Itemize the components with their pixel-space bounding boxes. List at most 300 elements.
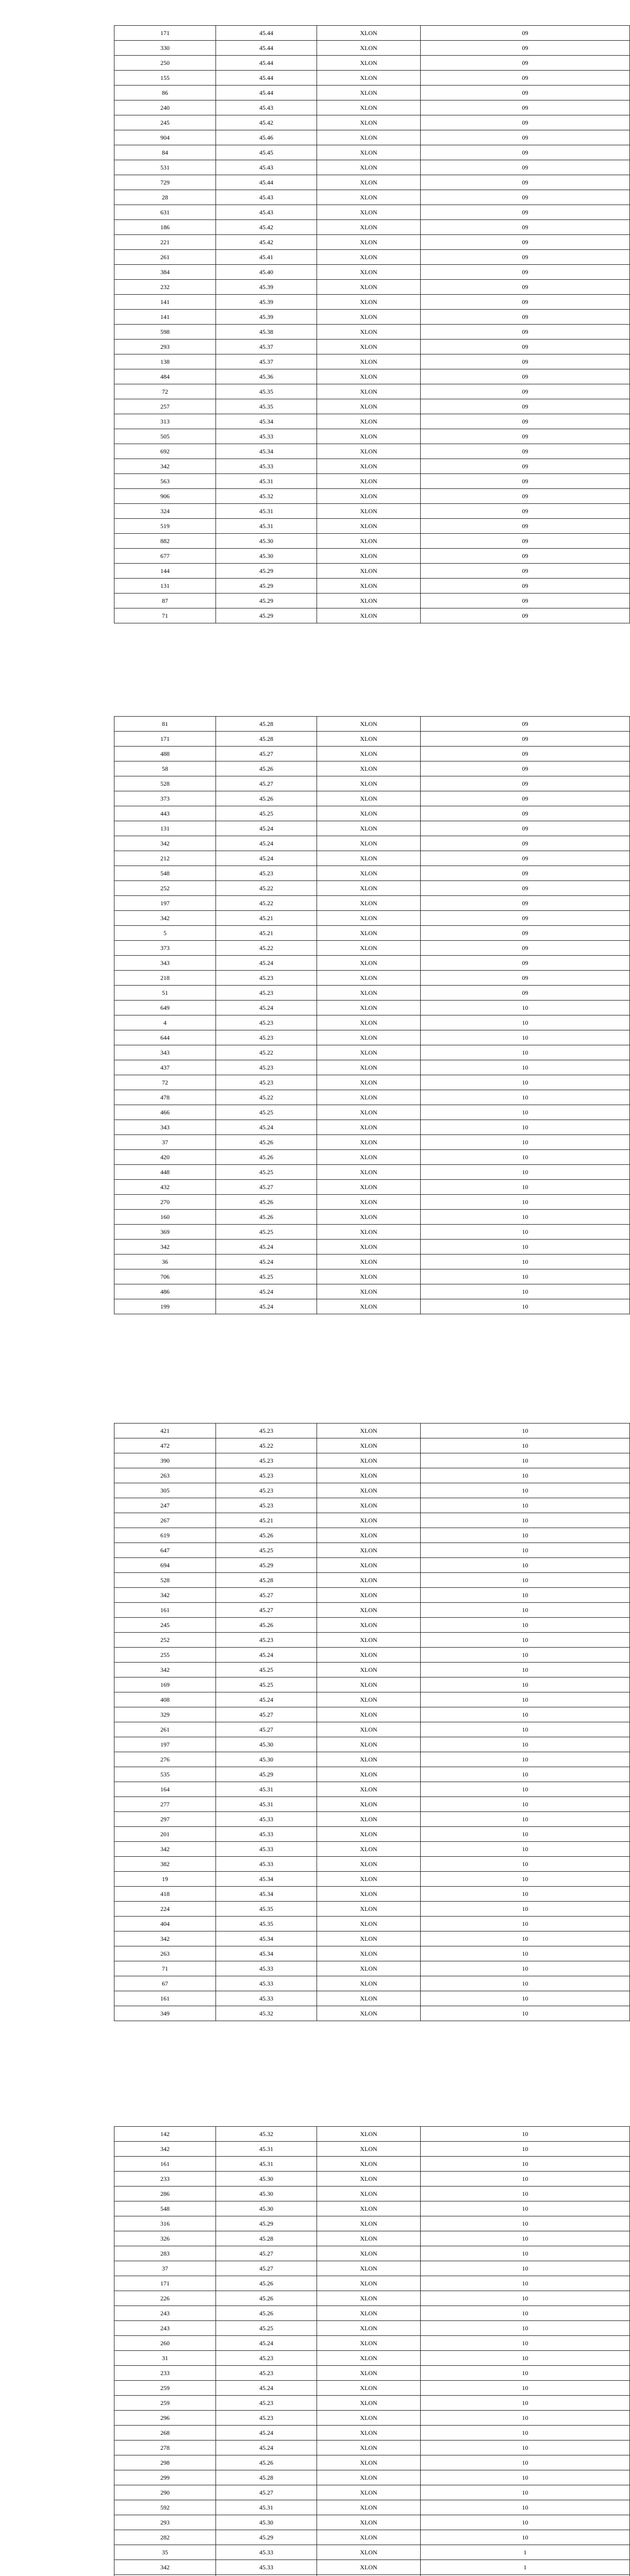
- volume-cell: 598: [114, 325, 216, 340]
- table-row: [114, 1269, 630, 1284]
- time-cell: 10: [421, 1210, 630, 1225]
- price-cell: 45.34: [216, 444, 317, 459]
- price-cell: 45.28: [216, 2231, 317, 2246]
- volume-cell: 418: [114, 1887, 216, 1902]
- volume-cell: 390: [114, 1453, 216, 1468]
- venue-cell: XLON: [317, 1618, 421, 1633]
- venue-cell: XLON: [317, 1917, 421, 1931]
- table-row: [114, 160, 630, 175]
- volume-cell: 342: [114, 1931, 216, 1946]
- time-cell: 09: [421, 519, 630, 534]
- volume-cell: 19: [114, 1872, 216, 1887]
- price-cell: 45.30: [216, 1752, 317, 1767]
- time-cell: 10: [421, 1255, 630, 1269]
- time-cell: 10: [421, 1015, 630, 1030]
- venue-cell: XLON: [317, 26, 421, 41]
- volume-cell: 87: [114, 594, 216, 608]
- volume-cell: 259: [114, 2381, 216, 2396]
- price-cell: 45.30: [216, 2172, 317, 2187]
- volume-cell: 404: [114, 1917, 216, 1931]
- volume-cell: 316: [114, 2216, 216, 2231]
- time-cell: 09: [421, 911, 630, 926]
- price-cell: 45.27: [216, 747, 317, 761]
- table-row: [114, 2142, 630, 2157]
- table-row: [114, 1165, 630, 1180]
- volume-cell: 218: [114, 971, 216, 986]
- volume-cell: 313: [114, 414, 216, 429]
- volume-cell: 245: [114, 1618, 216, 1633]
- table-row: [114, 1618, 630, 1633]
- volume-cell: 349: [114, 2006, 216, 2021]
- time-cell: 10: [421, 1483, 630, 1498]
- venue-cell: XLON: [317, 1135, 421, 1150]
- table-row: [114, 1030, 630, 1045]
- time-cell: 10: [421, 1767, 630, 1782]
- price-cell: 45.44: [216, 26, 317, 41]
- venue-cell: XLON: [317, 1015, 421, 1030]
- venue-cell: XLON: [317, 2530, 421, 2545]
- price-cell: 45.35: [216, 399, 317, 414]
- table-row: [114, 851, 630, 866]
- time-cell: 10: [421, 1872, 630, 1887]
- volume-cell: 342: [114, 2560, 216, 2575]
- table-row: [114, 1917, 630, 1931]
- table-row: [114, 145, 630, 160]
- venue-cell: XLON: [317, 414, 421, 429]
- time-cell: 10: [421, 1075, 630, 1090]
- price-cell: 45.39: [216, 310, 317, 325]
- table-row: [114, 1120, 630, 1135]
- venue-cell: XLON: [317, 280, 421, 295]
- table-row: [114, 2426, 630, 2441]
- time-cell: 09: [421, 175, 630, 190]
- volume-cell: 224: [114, 1902, 216, 1917]
- volume-cell: 343: [114, 1120, 216, 1135]
- table-row: [114, 340, 630, 354]
- price-cell: 45.26: [216, 2291, 317, 2306]
- table-row: [114, 414, 630, 429]
- time-cell: 10: [421, 1240, 630, 1255]
- venue-cell: XLON: [317, 325, 421, 340]
- volume-cell: 535: [114, 1767, 216, 1782]
- price-cell: 45.31: [216, 1797, 317, 1812]
- price-cell: 45.29: [216, 1767, 317, 1782]
- venue-cell: XLON: [317, 1633, 421, 1648]
- venue-cell: XLON: [317, 295, 421, 310]
- venue-cell: XLON: [317, 160, 421, 175]
- volume-cell: 592: [114, 2500, 216, 2515]
- price-cell: 45.33: [216, 1961, 317, 1976]
- table-row: [114, 866, 630, 881]
- price-cell: 45.31: [216, 1782, 317, 1797]
- price-cell: 45.25: [216, 1663, 317, 1677]
- table-row: [114, 1797, 630, 1812]
- price-cell: 45.29: [216, 564, 317, 579]
- price-cell: 45.25: [216, 1105, 317, 1120]
- table-row: [114, 1692, 630, 1707]
- table-row: [114, 2321, 630, 2336]
- volume-cell: 342: [114, 1588, 216, 1603]
- table-row: [114, 2306, 630, 2321]
- volume-cell: 486: [114, 1284, 216, 1299]
- volume-cell: 677: [114, 549, 216, 564]
- time-cell: 09: [421, 534, 630, 549]
- table-row: [114, 369, 630, 384]
- venue-cell: XLON: [317, 534, 421, 549]
- venue-cell: XLON: [317, 2306, 421, 2321]
- venue-cell: XLON: [317, 1120, 421, 1135]
- time-cell: 10: [421, 1543, 630, 1558]
- table-row: [114, 1001, 630, 1015]
- volume-cell: 904: [114, 130, 216, 145]
- volume-cell: 141: [114, 295, 216, 310]
- table-row: [114, 1872, 630, 1887]
- table-row: [114, 986, 630, 1001]
- table-row: [114, 384, 630, 399]
- volume-cell: 694: [114, 1558, 216, 1573]
- venue-cell: XLON: [317, 2127, 421, 2142]
- volume-cell: 131: [114, 579, 216, 594]
- table-row: [114, 1663, 630, 1677]
- venue-cell: XLON: [317, 2321, 421, 2336]
- venue-cell: XLON: [317, 1060, 421, 1075]
- venue-cell: XLON: [317, 776, 421, 791]
- venue-cell: XLON: [317, 1438, 421, 1453]
- table-row: [114, 2366, 630, 2381]
- time-cell: 09: [421, 866, 630, 881]
- trade-table-1: [114, 25, 528, 623]
- venue-cell: XLON: [317, 1677, 421, 1692]
- time-cell: 09: [421, 115, 630, 130]
- volume-cell: 466: [114, 1105, 216, 1120]
- time-cell: 10: [421, 1030, 630, 1045]
- time-cell: 10: [421, 1468, 630, 1483]
- price-cell: 45.44: [216, 56, 317, 71]
- time-cell: 10: [421, 1633, 630, 1648]
- venue-cell: XLON: [317, 2381, 421, 2396]
- time-cell: 09: [421, 56, 630, 71]
- venue-cell: XLON: [317, 594, 421, 608]
- time-cell: 10: [421, 1299, 630, 1314]
- price-cell: 45.33: [216, 2560, 317, 2575]
- time-cell: 09: [421, 235, 630, 250]
- price-cell: 45.37: [216, 354, 317, 369]
- time-cell: 09: [421, 86, 630, 100]
- price-cell: 45.23: [216, 1060, 317, 1075]
- volume-cell: 263: [114, 1946, 216, 1961]
- volume-cell: 706: [114, 1269, 216, 1284]
- table-row: [114, 1991, 630, 2006]
- table-row: [114, 2291, 630, 2306]
- time-cell: 10: [421, 1498, 630, 1513]
- table-row: [114, 1902, 630, 1917]
- volume-cell: 472: [114, 1438, 216, 1453]
- venue-cell: XLON: [317, 190, 421, 205]
- venue-cell: XLON: [317, 399, 421, 414]
- volume-cell: 268: [114, 2426, 216, 2441]
- time-cell: 10: [421, 2411, 630, 2426]
- time-cell: 10: [421, 1165, 630, 1180]
- volume-cell: 142: [114, 2127, 216, 2142]
- time-cell: 09: [421, 504, 630, 519]
- volume-cell: 420: [114, 1150, 216, 1165]
- table-row: [114, 250, 630, 265]
- price-cell: 45.24: [216, 836, 317, 851]
- venue-cell: XLON: [317, 732, 421, 747]
- venue-cell: XLON: [317, 56, 421, 71]
- time-cell: 09: [421, 459, 630, 474]
- price-cell: 45.23: [216, 986, 317, 1001]
- table-row: [114, 235, 630, 250]
- venue-cell: XLON: [317, 2515, 421, 2530]
- table-row: [114, 941, 630, 956]
- volume-cell: 548: [114, 866, 216, 881]
- volume-cell: 343: [114, 956, 216, 971]
- venue-cell: XLON: [317, 265, 421, 280]
- venue-cell: XLON: [317, 608, 421, 623]
- time-cell: 10: [421, 1752, 630, 1767]
- time-cell: 10: [421, 2530, 630, 2545]
- table-row: [114, 265, 630, 280]
- time-cell: 09: [421, 747, 630, 761]
- price-cell: 45.25: [216, 2321, 317, 2336]
- price-cell: 45.30: [216, 2201, 317, 2216]
- price-cell: 45.42: [216, 220, 317, 235]
- volume-cell: 342: [114, 1240, 216, 1255]
- volume-cell: 342: [114, 911, 216, 926]
- price-cell: 45.29: [216, 594, 317, 608]
- volume-cell: 257: [114, 399, 216, 414]
- price-cell: 45.33: [216, 1827, 317, 1842]
- price-cell: 45.29: [216, 608, 317, 623]
- table-row: [114, 1195, 630, 1210]
- venue-cell: XLON: [317, 1543, 421, 1558]
- venue-cell: XLON: [317, 1269, 421, 1284]
- time-cell: 10: [421, 2366, 630, 2381]
- time-cell: 10: [421, 2006, 630, 2021]
- time-cell: 09: [421, 265, 630, 280]
- price-cell: 45.31: [216, 504, 317, 519]
- table-row: [114, 1438, 630, 1453]
- table-row: [114, 86, 630, 100]
- volume-cell: 255: [114, 1648, 216, 1663]
- time-cell: 09: [421, 325, 630, 340]
- table-row: [114, 2560, 630, 2575]
- table-row: [114, 1513, 630, 1528]
- time-cell: 10: [421, 1105, 630, 1120]
- price-cell: 45.33: [216, 1991, 317, 2006]
- time-cell: 10: [421, 2321, 630, 2336]
- table-row: [114, 761, 630, 776]
- table-row: [114, 821, 630, 836]
- table-row: [114, 1045, 630, 1060]
- time-cell: 09: [421, 429, 630, 444]
- table-row: [114, 1423, 630, 1438]
- price-cell: 45.30: [216, 2515, 317, 2530]
- time-cell: 10: [421, 1225, 630, 1240]
- table-row: [114, 459, 630, 474]
- volume-cell: 505: [114, 429, 216, 444]
- venue-cell: XLON: [317, 2231, 421, 2246]
- table-row: [114, 1588, 630, 1603]
- table-row: [114, 41, 630, 56]
- price-cell: 45.34: [216, 1931, 317, 1946]
- price-cell: 45.26: [216, 2306, 317, 2321]
- table-row: [114, 2187, 630, 2201]
- venue-cell: XLON: [317, 549, 421, 564]
- venue-cell: XLON: [317, 1468, 421, 1483]
- time-cell: 09: [421, 220, 630, 235]
- venue-cell: XLON: [317, 2276, 421, 2291]
- venue-cell: XLON: [317, 1782, 421, 1797]
- table-row: [114, 1150, 630, 1165]
- price-cell: 45.29: [216, 2530, 317, 2545]
- price-cell: 45.33: [216, 1976, 317, 1991]
- volume-cell: 299: [114, 2470, 216, 2485]
- table-row: [114, 1887, 630, 1902]
- time-cell: 10: [421, 1001, 630, 1015]
- time-cell: 10: [421, 2455, 630, 2470]
- venue-cell: XLON: [317, 1195, 421, 1210]
- table-row: [114, 2396, 630, 2411]
- table-row: [114, 444, 630, 459]
- price-cell: 45.44: [216, 175, 317, 190]
- venue-cell: XLON: [317, 1722, 421, 1737]
- time-cell: 09: [421, 399, 630, 414]
- venue-cell: XLON: [317, 1075, 421, 1090]
- time-cell: 10: [421, 2127, 630, 2142]
- table-row: [114, 1633, 630, 1648]
- price-cell: 45.31: [216, 2142, 317, 2157]
- volume-cell: 67: [114, 1976, 216, 1991]
- time-cell: 09: [421, 608, 630, 623]
- time-cell: 10: [421, 1648, 630, 1663]
- volume-cell: 81: [114, 717, 216, 732]
- price-cell: 45.44: [216, 41, 317, 56]
- venue-cell: XLON: [317, 2366, 421, 2381]
- venue-cell: XLON: [317, 2426, 421, 2441]
- time-cell: 09: [421, 41, 630, 56]
- time-cell: 09: [421, 896, 630, 911]
- table-row: [114, 1090, 630, 1105]
- venue-cell: XLON: [317, 1887, 421, 1902]
- table-row: [114, 1075, 630, 1090]
- volume-cell: 342: [114, 1842, 216, 1857]
- venue-cell: XLON: [317, 2336, 421, 2351]
- price-cell: 45.31: [216, 519, 317, 534]
- price-cell: 45.24: [216, 1299, 317, 1314]
- volume-cell: 171: [114, 732, 216, 747]
- time-cell: 10: [421, 2291, 630, 2306]
- volume-cell: 199: [114, 1299, 216, 1314]
- time-cell: 10: [421, 1618, 630, 1633]
- table-row: [114, 474, 630, 489]
- time-cell: 09: [421, 732, 630, 747]
- price-cell: 45.34: [216, 1887, 317, 1902]
- time-cell: 10: [421, 2426, 630, 2441]
- venue-cell: XLON: [317, 926, 421, 941]
- table-row: [114, 2276, 630, 2291]
- venue-cell: XLON: [317, 1513, 421, 1528]
- time-cell: 09: [421, 250, 630, 265]
- price-cell: 45.46: [216, 130, 317, 145]
- price-cell: 45.26: [216, 1195, 317, 1210]
- venue-cell: XLON: [317, 1423, 421, 1438]
- price-cell: 45.23: [216, 2411, 317, 2426]
- volume-cell: 278: [114, 2441, 216, 2455]
- time-cell: 10: [421, 1588, 630, 1603]
- price-cell: 45.27: [216, 1722, 317, 1737]
- table-row: [114, 776, 630, 791]
- time-cell: 09: [421, 821, 630, 836]
- price-cell: 45.25: [216, 1165, 317, 1180]
- price-cell: 45.24: [216, 821, 317, 836]
- time-cell: 09: [421, 956, 630, 971]
- price-cell: 45.27: [216, 2246, 317, 2261]
- price-cell: 45.36: [216, 369, 317, 384]
- venue-cell: XLON: [317, 986, 421, 1001]
- table-row: [114, 534, 630, 549]
- table-row: [114, 504, 630, 519]
- volume-cell: 86: [114, 86, 216, 100]
- time-cell: 10: [421, 1284, 630, 1299]
- time-cell: 10: [421, 1737, 630, 1752]
- price-cell: 45.32: [216, 2127, 317, 2142]
- price-cell: 45.31: [216, 474, 317, 489]
- time-cell: 10: [421, 1513, 630, 1528]
- time-cell: 09: [421, 806, 630, 821]
- volume-cell: 342: [114, 2142, 216, 2157]
- table-row: [114, 717, 630, 732]
- table-row: [114, 2455, 630, 2470]
- venue-cell: XLON: [317, 2500, 421, 2515]
- table-row: [114, 1677, 630, 1692]
- venue-cell: XLON: [317, 1588, 421, 1603]
- time-cell: 10: [421, 1558, 630, 1573]
- table-row: [114, 564, 630, 579]
- time-cell: 09: [421, 205, 630, 220]
- venue-cell: XLON: [317, 1991, 421, 2006]
- table-row: [114, 1782, 630, 1797]
- venue-cell: XLON: [317, 1737, 421, 1752]
- volume-cell: 71: [114, 1961, 216, 1976]
- price-cell: 45.23: [216, 971, 317, 986]
- time-cell: 10: [421, 1707, 630, 1722]
- price-cell: 45.21: [216, 911, 317, 926]
- time-cell: 10: [421, 2246, 630, 2261]
- venue-cell: XLON: [317, 86, 421, 100]
- volume-cell: 131: [114, 821, 216, 836]
- time-cell: 1: [421, 2560, 630, 2575]
- time-cell: 10: [421, 1423, 630, 1438]
- venue-cell: XLON: [317, 747, 421, 761]
- venue-cell: XLON: [317, 956, 421, 971]
- table-row: [114, 1767, 630, 1782]
- volume-cell: 261: [114, 1722, 216, 1737]
- table-row: [114, 2246, 630, 2261]
- venue-cell: XLON: [317, 369, 421, 384]
- table-row: [114, 732, 630, 747]
- venue-cell: XLON: [317, 2560, 421, 2575]
- table-row: [114, 1135, 630, 1150]
- price-cell: 45.24: [216, 1284, 317, 1299]
- table-row: [114, 100, 630, 115]
- price-cell: 45.23: [216, 1075, 317, 1090]
- table-row: [114, 130, 630, 145]
- time-cell: 10: [421, 1180, 630, 1195]
- price-cell: 45.24: [216, 1001, 317, 1015]
- venue-cell: XLON: [317, 2545, 421, 2560]
